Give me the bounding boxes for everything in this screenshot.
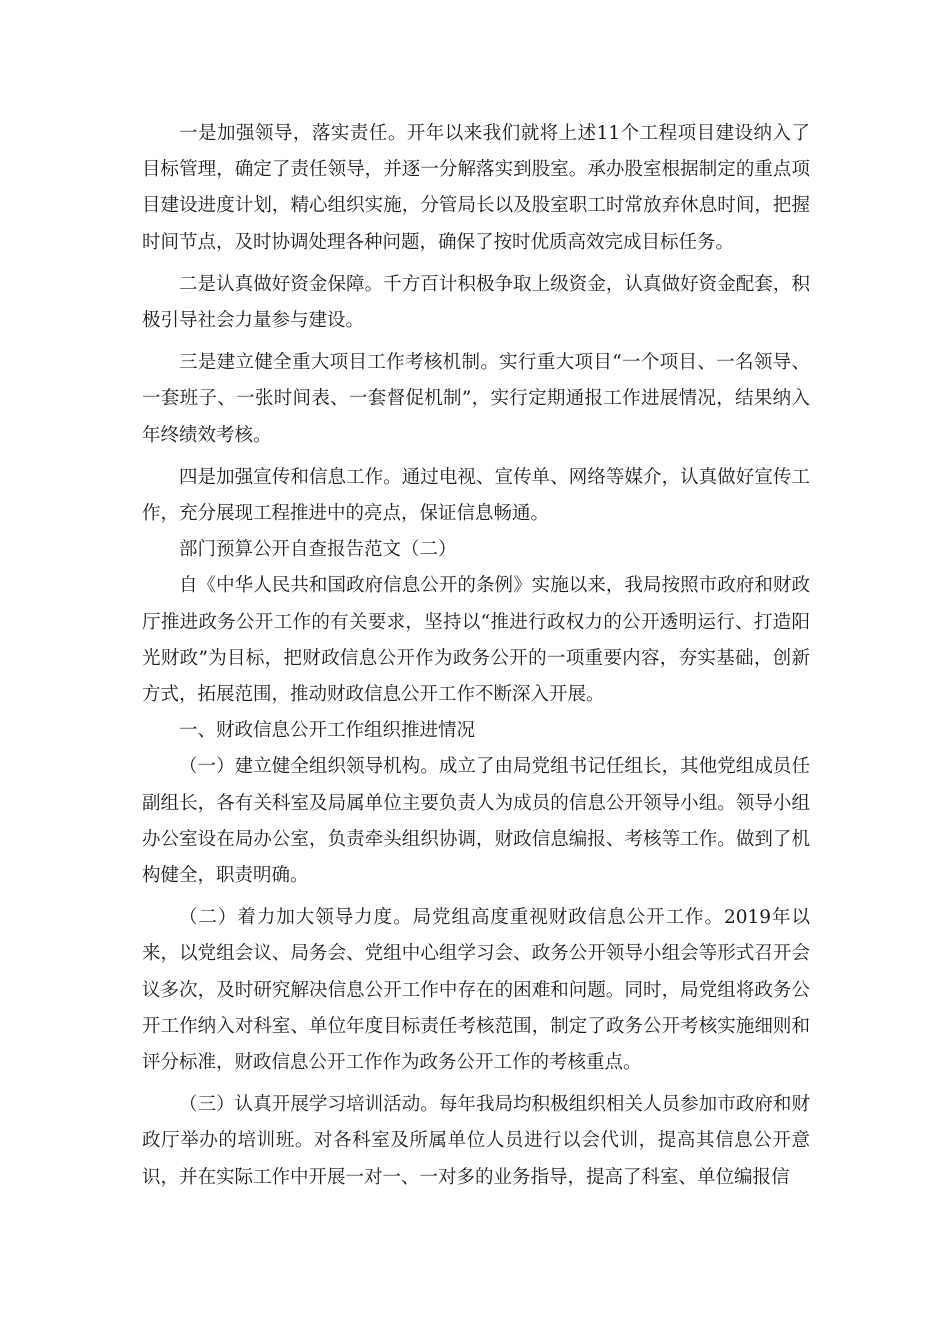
paragraph-org-structure: （一）建立健全组织领导机构。成立了由局党组书记任组长，其他党组成员任副组长，各有关科室及局属单位主要负责人为成员的信息公开领导小组。领导小组办公室设在局办公室，负责牵头组织协调，财政信息编报、考核等工作。做到了机构健全，职责明确。	[142, 756, 810, 887]
document-body	[142, 116, 810, 1196]
paragraph-funding: 二是认真做好资金保障。千方百计积极争取上级资金，认真做好资金配套，积极引导社会力量参与建设。	[142, 273, 810, 332]
section-heading-report: 部门预算公开自查报告范文（二）	[179, 539, 457, 561]
section-heading-organization: 一、财政信息公开工作组织推进情况	[179, 720, 476, 742]
paragraph-training: （三）认真开展学习培训活动。每年我局均积极组织相关人员参加市政府和财政厅举办的培训班。对各科室及所属单位人员进行以会代训，提高其信息公开意识，并在实际工作中开展一对一、一对多的业务指导，提高了科室、单位编报信	[142, 1094, 810, 1188]
paragraph-assessment: 三是建立健全重大项目工作考核机制。实行重大项目“一个项目、一名领导、一套班子、一张时间表、一套督促机制”，实行定期通报工作进展情况，结果纳入年终绩效考核。	[142, 352, 810, 446]
paragraph-leadership: 一是加强领导，落实责任。开年以来我们就将上述11个工程项目建设纳入了目标管理，确定了责任领导，并逐一分解落实到股室。承办股室根据制定的重点项目建设进度计划，精心组织实施，分管局长以及股室职工时常放弃休息时间，把握时间节点，及时协调处理各种问题，确保了按时优质高效完成目标任务。	[142, 123, 810, 253]
paragraph-intro: 自《中华人民共和国政府信息公开的条例》实施以来，我局按照市政府和财政厅推进政务公开工作的有关要求，坚持以“推进行政权力的公开透明运行、打造阳光财政”为目标，把财政信息公开作为政务公开的一项重要内容，夯实基础，创新方式，拓展范围，推动财政信息公开工作不断深入开展。	[142, 575, 810, 706]
paragraph-leadership-effort: （二）着力加大领导力度。局党组高度重视财政信息公开工作。2019年以来，以党组会议、局务会、党组中心组学习会、政务公开领导小组会等形式召开会议多次，及时研究解决信息公开工作中存在的困难和问题。同时，局党组将政务公开工作纳入对科室、单位年度目标责任考核范围，制定了政务公开考核实施细则和评分标准，财政信息公开工作作为政务公开工作的考核重点。	[142, 907, 810, 1074]
paragraph-publicity: 四是加强宣传和信息工作。通过电视、宣传单、网络等媒介，认真做好宣传工作，充分展现工程推进中的亮点，保证信息畅通。	[142, 466, 810, 525]
